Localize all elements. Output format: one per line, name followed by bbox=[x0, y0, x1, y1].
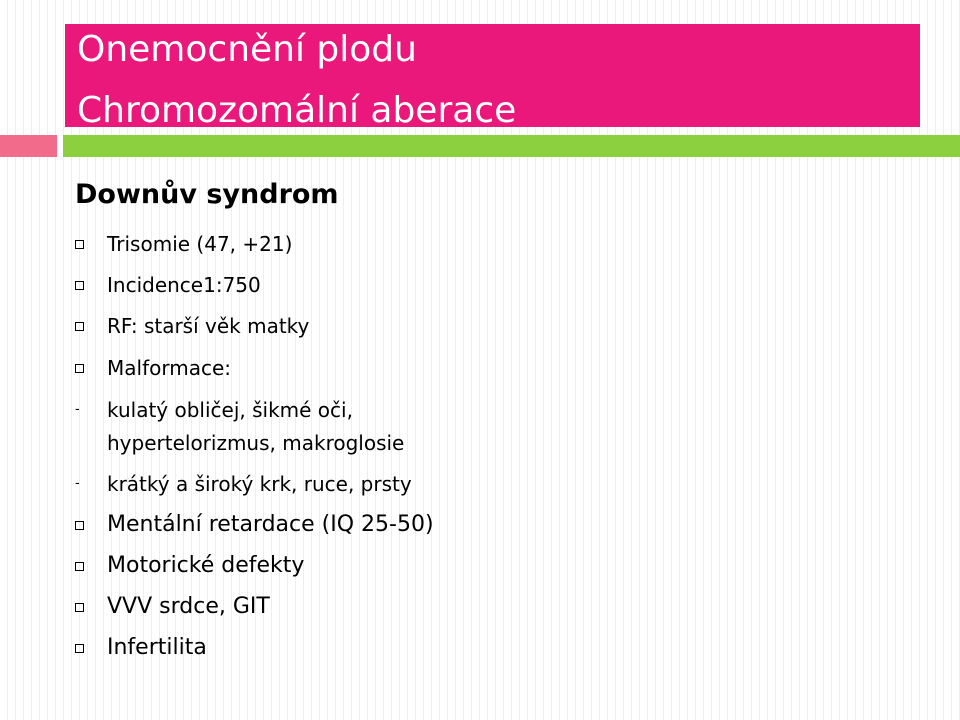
square-bullet-icon bbox=[75, 322, 84, 331]
dash-bullet-icon: - bbox=[75, 474, 80, 490]
dash-bullet-icon: - bbox=[75, 400, 80, 416]
accent-band-green bbox=[63, 135, 960, 157]
bullet-item bbox=[0, 591, 940, 623]
dash-text-line-1: kulatý obličej, šikmé oči, bbox=[107, 398, 353, 422]
bullet-text: Infertilita bbox=[107, 635, 207, 660]
bullet-item bbox=[0, 632, 940, 664]
square-bullet-icon bbox=[75, 240, 84, 249]
square-bullet-icon bbox=[75, 644, 84, 653]
dash-text-line-2: hypertelorizmus, makroglosie bbox=[107, 431, 405, 455]
square-bullet-icon bbox=[75, 562, 84, 571]
square-bullet-icon bbox=[75, 364, 84, 373]
dash-item bbox=[0, 394, 940, 460]
bullet-text: Incidence1:750 bbox=[107, 273, 261, 297]
accent-band-pink bbox=[0, 135, 57, 157]
square-bullet-icon bbox=[75, 521, 84, 530]
dash-text: krátký a široký krk, ruce, prsty bbox=[107, 472, 412, 496]
bullet-item bbox=[0, 550, 940, 582]
bullet-item bbox=[0, 310, 940, 342]
bullet-text: VVV srdce, GIT bbox=[107, 594, 270, 619]
bullet-item bbox=[0, 509, 940, 541]
section-heading: Downův syndrom bbox=[75, 179, 339, 210]
bullet-text: Trisomie (47, +21) bbox=[107, 232, 293, 256]
bullet-item bbox=[0, 352, 940, 384]
bullet-text: Mentální retardace (IQ 25-50) bbox=[107, 512, 434, 537]
dash-item bbox=[0, 468, 940, 500]
square-bullet-icon bbox=[75, 281, 84, 290]
slide-title-line-2: Chromozomální aberace bbox=[77, 90, 517, 131]
square-bullet-icon bbox=[75, 603, 84, 612]
slide-title-box bbox=[65, 24, 920, 131]
bullet-item bbox=[0, 228, 940, 260]
bullet-text: Motorické defekty bbox=[107, 553, 305, 578]
bullet-text: Malformace: bbox=[107, 356, 231, 380]
bullet-text: RF: starší věk matky bbox=[107, 314, 310, 338]
slide-title-line-1: Onemocnění plodu bbox=[77, 29, 417, 70]
bullet-item bbox=[0, 269, 940, 301]
